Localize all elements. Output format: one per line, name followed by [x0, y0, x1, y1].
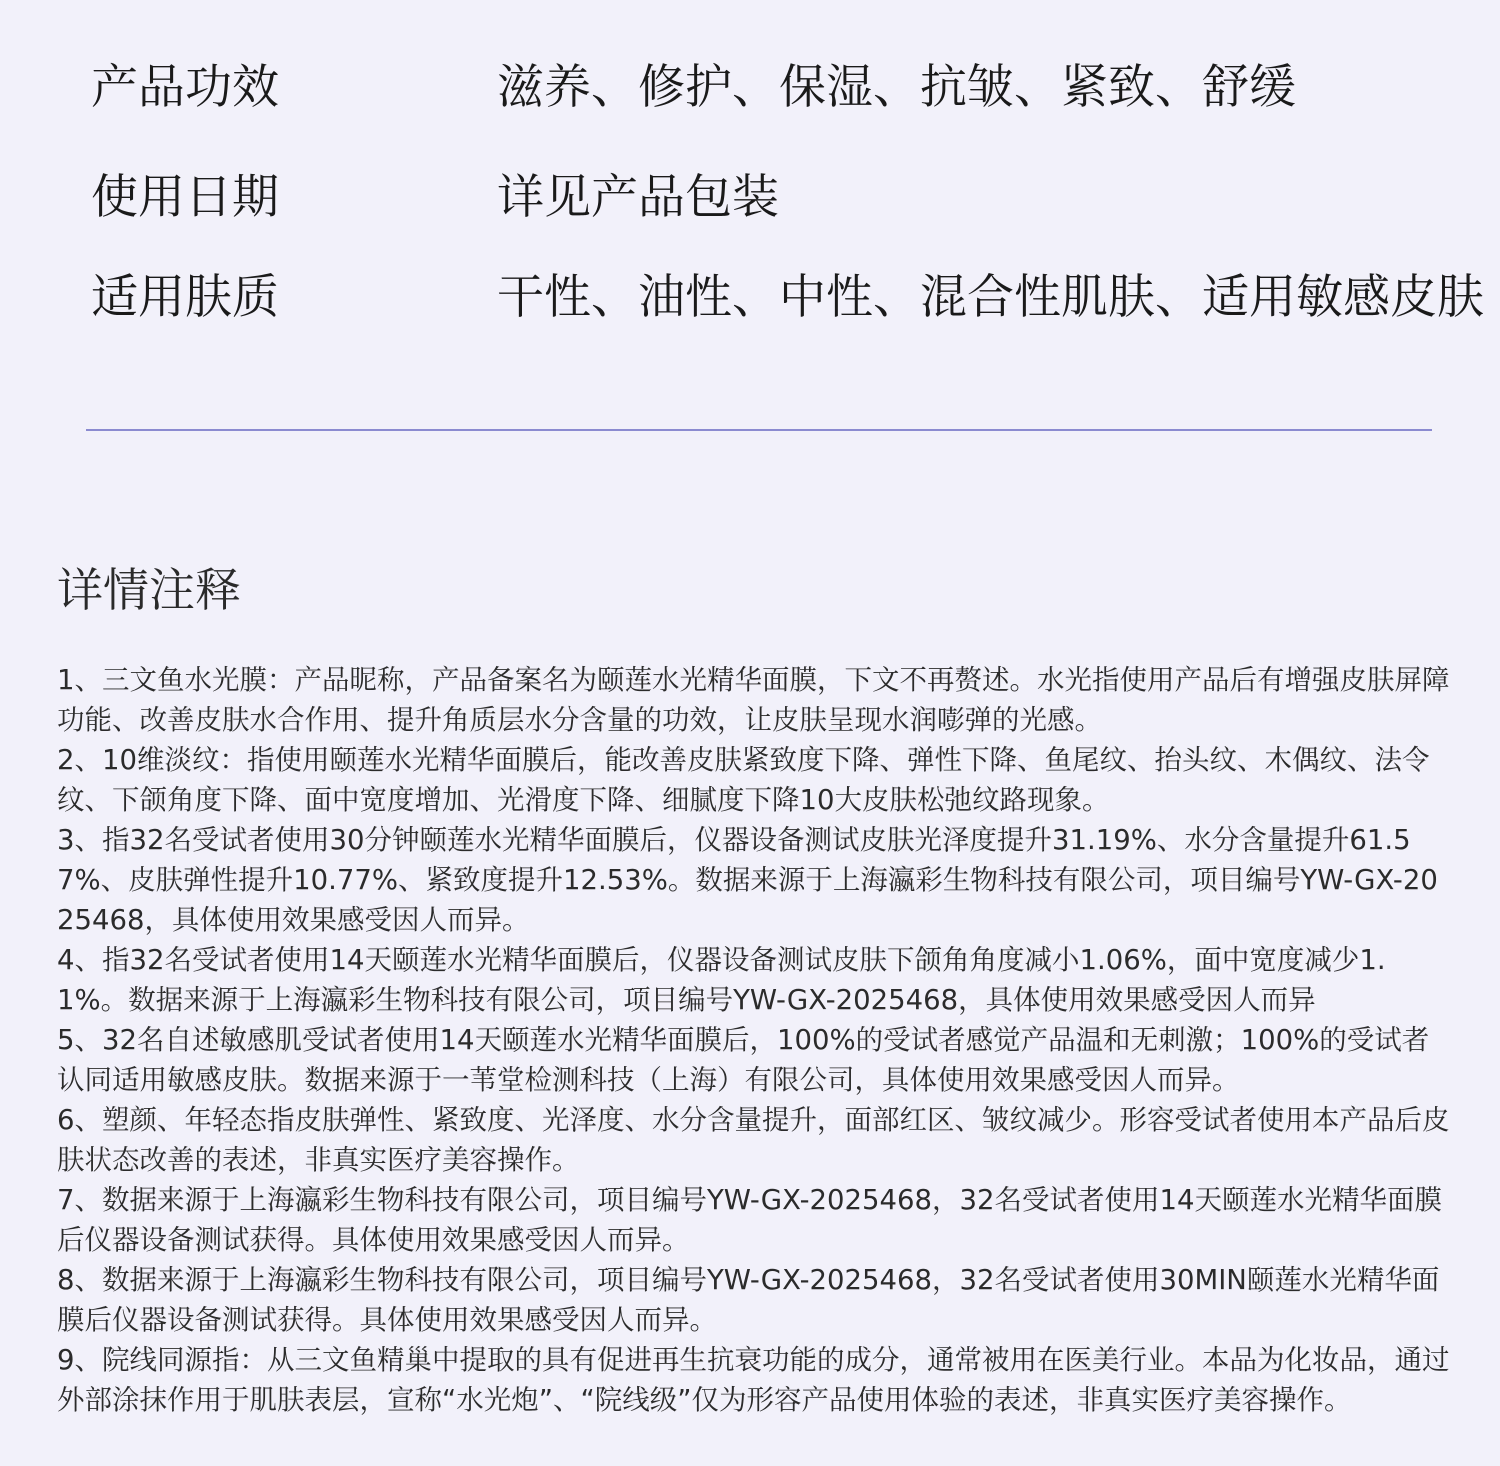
spec-label: 使用日期 [91, 170, 279, 225]
note-item: 8、数据来源于上海瀛彩生物科技有限公司，项目编号YW-GX-2025468，32名受试者使用30MIN颐莲水光精华面膜后仪器设备测试获得。具体使用效果感受因人而异。 [57, 1264, 1440, 1336]
spec-value: 详见产品包装 [497, 170, 779, 225]
section-divider [86, 429, 1432, 431]
spec-row-efficacy [0, 53, 1500, 123]
spec-value: 滋养、修护、保湿、抗皱、紧致、舒缓 [497, 60, 1296, 115]
spec-label: 产品功效 [91, 60, 279, 115]
notes-title: 详情注释 [57, 563, 241, 617]
spec-value: 干性、油性、中性、混合性肌肤、适用敏感皮肤 [497, 270, 1484, 325]
spec-label: 适用肤质 [91, 270, 279, 325]
note-item: 4、指32名受试者使用14天颐莲水光精华面膜后，仪器设备测试皮肤下颌角角度减小1.06%，面中宽度减少1.1%。数据来源于上海瀛彩生物科技有限公司，项目编号YW-GX-2025468，具体使用效果感受因人而异 [57, 944, 1386, 1016]
spec-row-date [0, 163, 1500, 233]
note-item: 2、10维淡纹：指使用颐莲水光精华面膜后，能改善皮肤紧致度下降、弹性下降、鱼尾纹、抬头纹、木偶纹、法令纹、下颌角度下降、面中宽度增加、光滑度下降、细腻度下降10大皮肤松弛纹路现象。 [57, 744, 1430, 816]
note-item: 1、三文鱼水光膜：产品昵称，产品备案名为颐莲水光精华面膜，下文不再赘述。水光指使用产品后有增强皮肤屏障功能、改善皮肤水合作用、提升角质层水分含量的功效，让皮肤呈现水润嘭弹的光感。 [57, 664, 1450, 736]
note-item: 6、塑颜、年轻态指皮肤弹性、紧致度、光泽度、水分含量提升，面部红区、皱纹减少。形容受试者使用本产品后皮肤状态改善的表述，非真实医疗美容操作。 [57, 1104, 1450, 1176]
note-item: 9、院线同源指：从三文鱼精巢中提取的具有促进再生抗衰功能的成分，通常被用在医美行业。本品为化妆品，通过外部涂抹作用于肌肤表层，宣称“水光炮”、“院线级”仅为形容产品使用体验的表述，非真实医疗美容操作。 [57, 1344, 1450, 1416]
note-item: 7、数据来源于上海瀛彩生物科技有限公司，项目编号YW-GX-2025468，32名受试者使用14天颐莲水光精华面膜后仪器设备测试获得。具体使用效果感受因人而异。 [57, 1184, 1442, 1256]
notes-list [57, 660, 1450, 1420]
note-item: 5、32名自述敏感肌受试者使用14天颐莲水光精华面膜后，100%的受试者感觉产品温和无刺激；100%的受试者认同适用敏感皮肤。数据来源于一苇堂检测科技（上海）有限公司，具体使用效果感受因人而异。 [57, 1024, 1430, 1096]
note-item: 3、指32名受试者使用30分钟颐莲水光精华面膜后，仪器设备测试皮肤光泽度提升31.19%、水分含量提升61.57%、皮肤弹性提升10.77%、紧致度提升12.53%。数据来源于上海瀛彩生物科技有限公司，项目编号YW-GX-2025468，具体使用效果感受因人而异。 [57, 824, 1438, 936]
spec-row-skin-type [0, 263, 1500, 333]
